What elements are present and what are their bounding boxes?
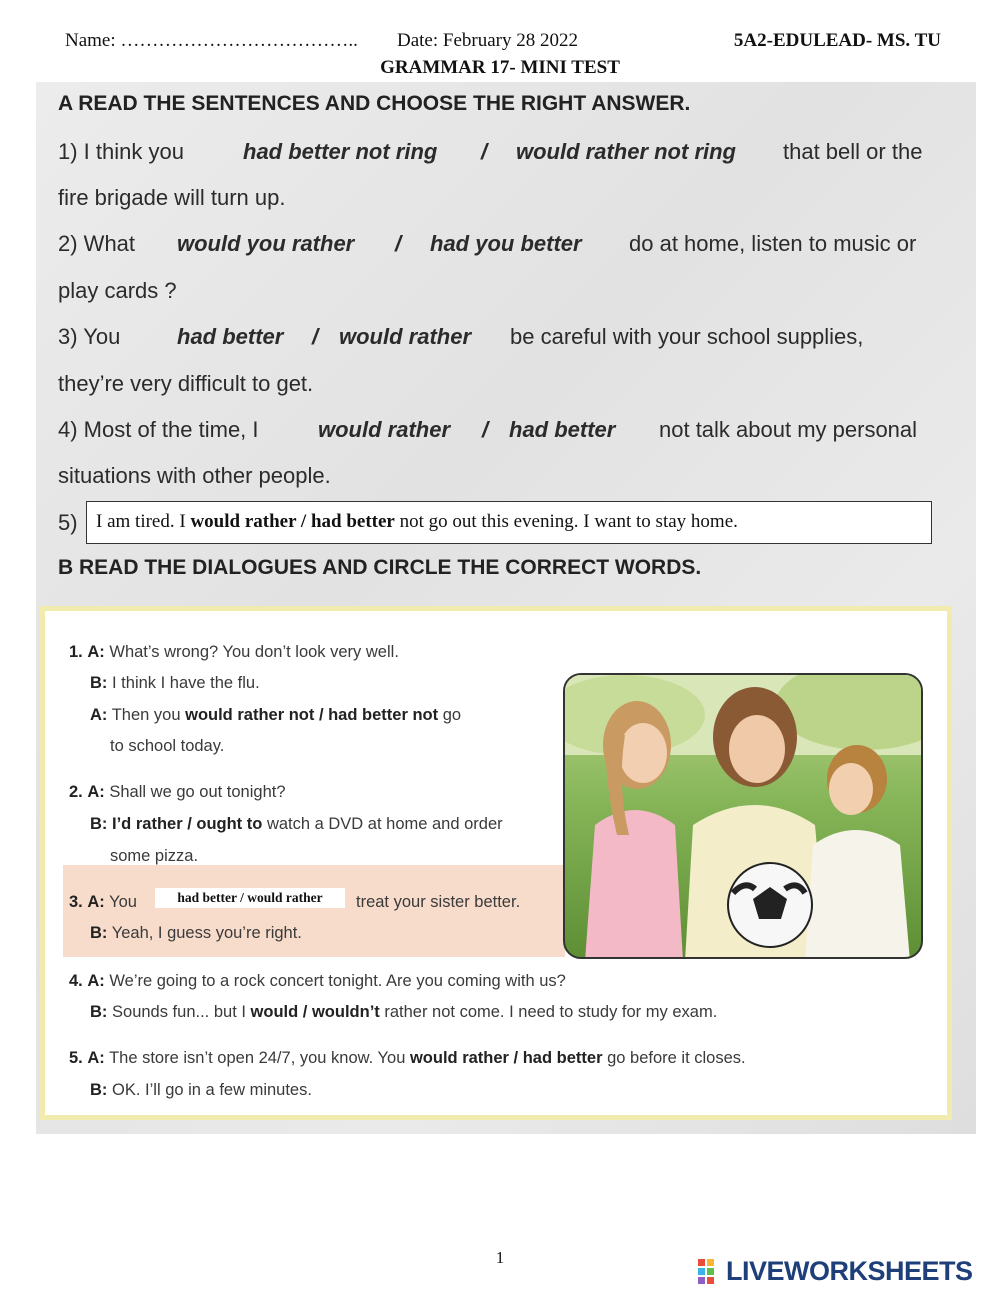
d5-options[interactable]: would rather / had better bbox=[409, 1049, 603, 1067]
d2-line-a: 2. A: Shall we go out tonight? bbox=[69, 783, 286, 801]
section-a-heading: A READ THE SENTENCES AND CHOOSE THE RIGHT ANSWER. bbox=[58, 92, 691, 115]
q1-prefix: 1) I think you bbox=[58, 139, 184, 164]
q3-option-1[interactable]: had better bbox=[177, 324, 284, 349]
d2-options[interactable]: I’d rather / ought to bbox=[112, 815, 263, 833]
d1-options[interactable]: would rather not / had better not bbox=[185, 706, 439, 724]
q4-prefix: 4) Most of the time, I bbox=[58, 417, 259, 442]
d3-line-a-end: treat your sister better. bbox=[356, 893, 521, 911]
q2-option-2[interactable]: had you better bbox=[430, 231, 582, 256]
q3-separator: / bbox=[312, 324, 319, 349]
worksheet-header bbox=[65, 30, 945, 54]
d5-line-b: B: OK. I’ll go in a few minutes. bbox=[90, 1081, 312, 1099]
liveworksheets-logo-icon bbox=[698, 1259, 724, 1285]
worksheet-title: GRAMMAR 17- MINI TEST bbox=[380, 57, 620, 78]
q2-suffix: do at home, listen to music or bbox=[629, 231, 917, 256]
d5-line-a: 5. A: The store isn’t open 24/7, you know. You would rather / had better go before it closes. bbox=[69, 1049, 746, 1067]
q4-separator: / bbox=[482, 417, 489, 442]
d4-line-a: 4. A: We’re going to a rock concert tonight. Are you coming with us? bbox=[69, 972, 566, 990]
q1-separator: / bbox=[481, 139, 488, 164]
d2-line-b: B: I’d rather / ought to watch a DVD at home and order bbox=[90, 815, 503, 833]
q2-prefix: 2) What bbox=[58, 231, 136, 256]
q4-suffix: not talk about my personal bbox=[659, 417, 918, 442]
q1-line-2: fire brigade will turn up. bbox=[58, 185, 286, 210]
q5-answer-box[interactable] bbox=[86, 501, 932, 544]
d4-options[interactable]: would / wouldn’t bbox=[250, 1003, 380, 1021]
d3-answer-box[interactable]: had better / would rather bbox=[155, 888, 345, 908]
q3-suffix: be careful with your school supplies, bbox=[510, 324, 864, 349]
family-photo-illustration bbox=[565, 675, 923, 959]
q5-number: 5) bbox=[58, 510, 78, 535]
d3-line-a-start: 3. A: You bbox=[69, 893, 137, 911]
q1-suffix: that bell or the bbox=[783, 139, 923, 164]
q3-option-2[interactable]: would rather bbox=[339, 324, 472, 349]
d1-line-a2: A: Then you would rather not / had better not go bbox=[90, 706, 462, 724]
d3-line-b: B: Yeah, I guess you’re right. bbox=[90, 924, 302, 942]
dialogue-panel bbox=[40, 606, 952, 1120]
q1-option-2[interactable]: would rather not ring bbox=[516, 139, 736, 164]
q3-prefix: 3) You bbox=[58, 324, 121, 349]
q4-option-1[interactable]: would rather bbox=[318, 417, 451, 442]
date-label: Date: February 28 2022 bbox=[397, 30, 578, 51]
d4-line-b: B: Sounds fun... but I would / wouldn’t rather not come. I need to study for my exam. bbox=[90, 1003, 718, 1021]
q4-option-2[interactable]: had better bbox=[509, 417, 616, 442]
class-label: 5A2-EDULEAD- MS. TU bbox=[733, 30, 941, 51]
q4-line-2: situations with other people. bbox=[58, 463, 331, 488]
q5-suffix: not go out this evening. I want to stay home. bbox=[399, 511, 738, 532]
d1-line-a2-cont: to school today. bbox=[110, 737, 225, 755]
q2-option-1[interactable]: would you rather bbox=[177, 231, 355, 256]
d1-line-b: B: I think I have the flu. bbox=[90, 674, 260, 692]
q3-line-2: they’re very difficult to get. bbox=[58, 371, 314, 396]
page-number: 1 bbox=[495, 1248, 505, 1267]
q1-option-1[interactable]: had better not ring bbox=[243, 139, 438, 164]
name-field-label: Name: ……………………………….. bbox=[65, 30, 358, 51]
q5-options[interactable]: would rather / had better bbox=[190, 511, 395, 532]
family-photo bbox=[563, 673, 923, 959]
q5-prefix: I am tired. I bbox=[96, 511, 186, 532]
q2-line-2: play cards ? bbox=[58, 278, 177, 303]
brand-wordmark: LIVEWORKSHEETS bbox=[726, 1256, 973, 1286]
section-b-heading: B READ THE DIALOGUES AND CIRCLE THE CORRECT WORDS. bbox=[58, 556, 702, 579]
q2-separator: / bbox=[395, 231, 402, 256]
name-date-line bbox=[65, 30, 358, 52]
d2-line-b-cont: some pizza. bbox=[110, 847, 199, 865]
brand-logo[interactable] bbox=[698, 1256, 998, 1286]
d1-line-a: 1. A: What’s wrong? You don’t look very well. bbox=[69, 643, 399, 661]
